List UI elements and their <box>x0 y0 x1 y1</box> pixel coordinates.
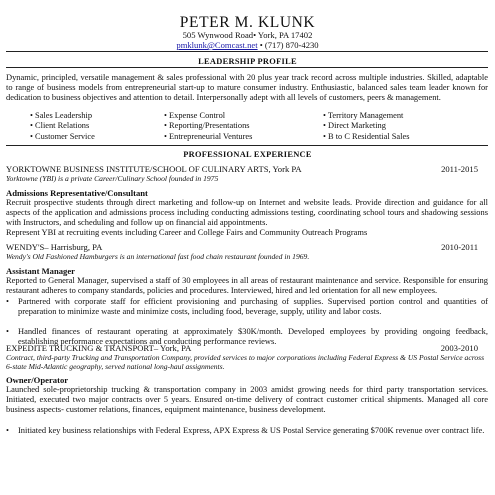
contact-line <box>0 40 495 50</box>
company-name: YORKTOWNE BUSINESS INSTITUTE/SCHOOL OF CULINARY ARTS, York PA <box>6 164 302 174</box>
bullet-item: • Initiated key business relationships with Federal Express, APX Express & US Postal Service generating $700K revenue over contract life. <box>6 425 485 435</box>
job-dates: 2011-2015 <box>441 164 478 174</box>
skill-item: • Customer Service <box>30 131 95 141</box>
phone-number: • (717) 870-4230 <box>257 40 319 50</box>
job-title: Admissions Representative/Consultant <box>6 188 148 198</box>
bullet-icon: • <box>6 296 9 306</box>
company-description: Wendy's Old Fashioned Hamburgers is an international fast food chain restaurant founded in 1969. <box>6 252 310 261</box>
company-description: Contract, third-party Trucking and Transportation Company, provided services to major corporations including Federal Express & US Postal Service across 6-state Mid-Atlantic geography, served national long-haul assignments. <box>6 353 485 371</box>
email-link[interactable]: pmklunk@Comcast.net <box>176 40 258 50</box>
skill-item: • Reporting/Presentations <box>164 121 250 131</box>
divider <box>6 51 488 52</box>
job-title: Assistant Manager <box>6 266 75 276</box>
bullet-icon: • <box>6 425 9 435</box>
job-description: Reported to General Manager, supervised a staff of 30 employees in all areas of restaurant maintenance and service. Responsible for ensuring restaurant adheres to company standards, policies and procedures. Interviewed, hired and led orientation for all new employees. <box>6 275 488 296</box>
company-description: Yorktowne (YBI) is a private Career/Culinary School founded in 1975 <box>6 174 219 183</box>
job-dates: 2010-2011 <box>441 242 478 252</box>
address-line: 505 Wynwood Road• York, PA 17402 <box>182 30 313 40</box>
section-heading-profile: LEADERSHIP PROFILE <box>198 57 297 66</box>
skill-item: • Entrepreneurial Ventures <box>164 131 253 141</box>
bullet-item: • Handled finances of restaurant operating at approximately $30K/month. Developed employees by providing ongoing feedback, establishing performance expectations and conducting performance reviews. <box>6 326 488 347</box>
bullet-icon: • <box>6 326 9 336</box>
job-description: Represent YBI at recruiting events including Career and College Fairs and Community Outreach Programs <box>6 227 368 237</box>
skills-column <box>323 111 409 142</box>
skill-item: • Direct Marketing <box>323 121 386 131</box>
skill-item: • B to C Residential Sales <box>323 131 410 141</box>
job-dates: 2003-2010 <box>440 343 478 353</box>
section-heading-experience: PROFESSIONAL EXPERIENCE <box>183 150 312 159</box>
skill-item: • Territory Management <box>323 111 404 120</box>
job-header <box>6 164 488 174</box>
skills-column <box>164 111 252 142</box>
skill-item: • Expense Control <box>164 111 226 120</box>
job-description: Recruit prospective students through direct marketing and follow-up on Internet and website leads. Provide direction and guidance for all aspects of the application and admissions process including conducting admissions testing, coordinating school tours and shadowing sessions with Instructors, and scheduling and follow up on financial aid appointments. <box>6 197 488 228</box>
profile-paragraph: Dynamic, principled, versatile management & sales professional with 20 plus year track record across multiple industries. Skilled, adaptable to range of business models from entrepreneurial start-up to mature consumer industry. Enthusiastic, balanced sales team leader known for dedication to business objectives and attention to detail. Interpersonally adept with all levels of customers, peers & management. <box>6 72 488 103</box>
company-name: EXPEDITE TRUCKING & TRANSPORT– York, PA <box>6 343 192 353</box>
job-header <box>6 343 488 353</box>
divider <box>6 67 488 68</box>
skills-column <box>30 111 95 142</box>
candidate-name: PETER M. KLUNK <box>179 14 316 31</box>
divider <box>6 145 488 146</box>
skill-item: • Client Relations <box>30 121 90 131</box>
skill-item: • Sales Leadership <box>30 111 93 120</box>
job-header <box>6 242 488 252</box>
job-title: Owner/Operator <box>6 375 69 385</box>
job-description: Launched sole-proprietorship trucking & transportation company in 2003 amidst growing needs for third party transportation services. Initiated, executed two major contracts over 5 years. Ensured on-time delivery of contract customer critical shipments. Managed all core business aspects- customer relations, finances, equipment maintenance, business development. <box>6 384 488 415</box>
bullet-item: • Partnered with corporate staff for efficient provisioning and purchasing of supplies. Supervised portion control and quantities of preparation to minimize waste and minimize costs, including food, beverage, supply, utility and labor costs. <box>6 296 488 317</box>
company-name: WENDY'S– Harrisburg, PA <box>6 242 103 252</box>
